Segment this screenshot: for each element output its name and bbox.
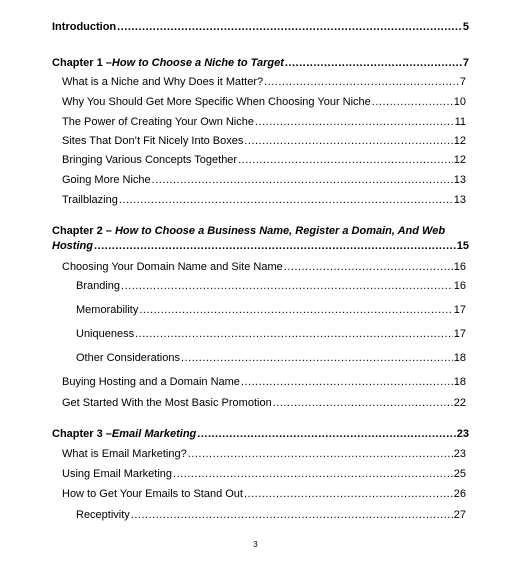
- leader-dots: [94, 240, 456, 253]
- toc-chapter-prefix: Chapter 3 –: [52, 428, 112, 440]
- toc-entry[interactable]: [62, 468, 466, 481]
- toc-label: How to Get Your Emails to Stand Out: [62, 488, 243, 500]
- leader-dots: [244, 135, 452, 148]
- toc-entry[interactable]: [62, 116, 466, 129]
- leader-dots: [188, 448, 453, 461]
- toc-label: What is a Niche and Why Does it Matter?: [62, 76, 264, 88]
- toc-page: 16: [453, 261, 466, 273]
- toc-page: 18: [453, 376, 466, 388]
- toc-page: 15: [456, 240, 469, 252]
- toc-page: 18: [453, 352, 466, 364]
- toc-entry[interactable]: [62, 76, 466, 89]
- toc-label: Introduction: [52, 21, 117, 33]
- toc-label: Sites That Don’t Fit Nicely Into Boxes: [62, 135, 244, 147]
- toc-entry[interactable]: [76, 509, 466, 522]
- toc-entry[interactable]: [62, 448, 466, 461]
- leader-dots: [284, 261, 453, 274]
- toc-entry[interactable]: [62, 135, 466, 148]
- toc-chapter-title: How to Choose a Niche to Target: [111, 57, 284, 69]
- leader-dots: [197, 428, 455, 441]
- toc-label: Choosing Your Domain Name and Site Name: [62, 261, 283, 273]
- toc-page: 5: [462, 21, 469, 33]
- toc-entry[interactable]: [76, 328, 466, 341]
- toc-page: 26: [453, 488, 466, 500]
- toc-label: Other Considerations: [76, 352, 180, 364]
- toc-page: 7: [462, 57, 469, 69]
- toc-page: 22: [453, 397, 466, 409]
- leader-dots: [285, 57, 462, 70]
- toc-page: 13: [453, 174, 466, 186]
- toc-chapter-title: How to Choose a Business Name, Register a Domain, And Web: [114, 225, 446, 237]
- leader-dots: [241, 376, 453, 389]
- toc-label: Bringing Various Concepts Together: [62, 154, 238, 166]
- toc-label: Using Email Marketing: [62, 468, 173, 480]
- leader-dots: [264, 76, 459, 89]
- leader-dots: [244, 488, 453, 501]
- toc-entry[interactable]: [76, 352, 466, 365]
- leader-dots: [152, 174, 453, 187]
- toc-label: The Power of Creating Your Own Niche: [62, 116, 254, 128]
- leader-dots: [131, 509, 453, 522]
- toc-entry-introduction[interactable]: [52, 21, 469, 34]
- toc-page: 13: [453, 194, 466, 206]
- leader-dots: [238, 154, 453, 167]
- toc-label: Memorability: [76, 304, 139, 316]
- toc-page: 17: [453, 328, 466, 340]
- toc-chapter-prefix: Chapter 2 –: [52, 225, 115, 237]
- toc-page: 23: [453, 448, 466, 460]
- toc-label: Buying Hosting and a Domain Name: [62, 376, 240, 388]
- toc-label: Receptivity: [76, 509, 130, 521]
- toc-entry[interactable]: [62, 174, 466, 187]
- leader-dots: [173, 468, 453, 481]
- toc-entry[interactable]: [76, 304, 466, 317]
- leader-dots: [119, 194, 453, 207]
- toc-entry[interactable]: [62, 96, 466, 109]
- toc-label: Uniqueness: [76, 328, 135, 340]
- toc-entry-chapter-2-line1[interactable]: [52, 225, 445, 238]
- leader-dots: [121, 280, 453, 293]
- toc-entry[interactable]: [62, 488, 466, 501]
- leader-dots: [181, 352, 453, 365]
- leader-dots: [139, 304, 452, 317]
- leader-dots: [117, 21, 462, 34]
- toc-label: Get Started With the Most Basic Promotion: [62, 397, 272, 409]
- toc-entry[interactable]: [62, 376, 466, 389]
- leader-dots: [135, 328, 453, 341]
- toc-page: 17: [453, 304, 466, 316]
- toc-page: 11: [454, 116, 466, 128]
- toc-page: 23: [456, 428, 469, 440]
- toc-page: 25: [453, 468, 466, 480]
- toc-label: Going More Niche: [62, 174, 151, 186]
- toc-label: Branding: [76, 280, 121, 292]
- toc-page: 12: [453, 135, 466, 147]
- toc-label: What is Email Marketing?: [62, 448, 187, 460]
- toc-page: 16: [453, 280, 466, 292]
- toc-entry-chapter-2-line2[interactable]: [52, 240, 469, 253]
- leader-dots: [372, 96, 453, 109]
- toc-page: 10: [453, 96, 466, 108]
- toc-entry-chapter-1[interactable]: [52, 57, 469, 70]
- leader-dots: [255, 116, 454, 129]
- toc-entry[interactable]: [76, 280, 466, 293]
- toc-label: Trailblazing: [62, 194, 118, 206]
- toc-chapter-title: Email Marketing: [111, 428, 197, 440]
- toc-page: 27: [453, 509, 466, 521]
- toc-chapter-prefix: Chapter 1 –: [52, 57, 112, 69]
- toc-entry[interactable]: [62, 194, 466, 207]
- toc-entry[interactable]: [62, 397, 466, 410]
- toc-page: 12: [453, 154, 466, 166]
- toc-label: Why You Should Get More Specific When Choosing Your Niche: [62, 96, 371, 108]
- leader-dots: [273, 397, 453, 410]
- toc-chapter-title-cont: Hosting: [52, 240, 93, 252]
- toc-page: 7: [459, 76, 466, 88]
- toc-entry-chapter-3[interactable]: [52, 428, 469, 441]
- page-number: 3: [253, 540, 258, 549]
- toc-entry[interactable]: [62, 261, 466, 274]
- toc-entry[interactable]: [62, 154, 466, 167]
